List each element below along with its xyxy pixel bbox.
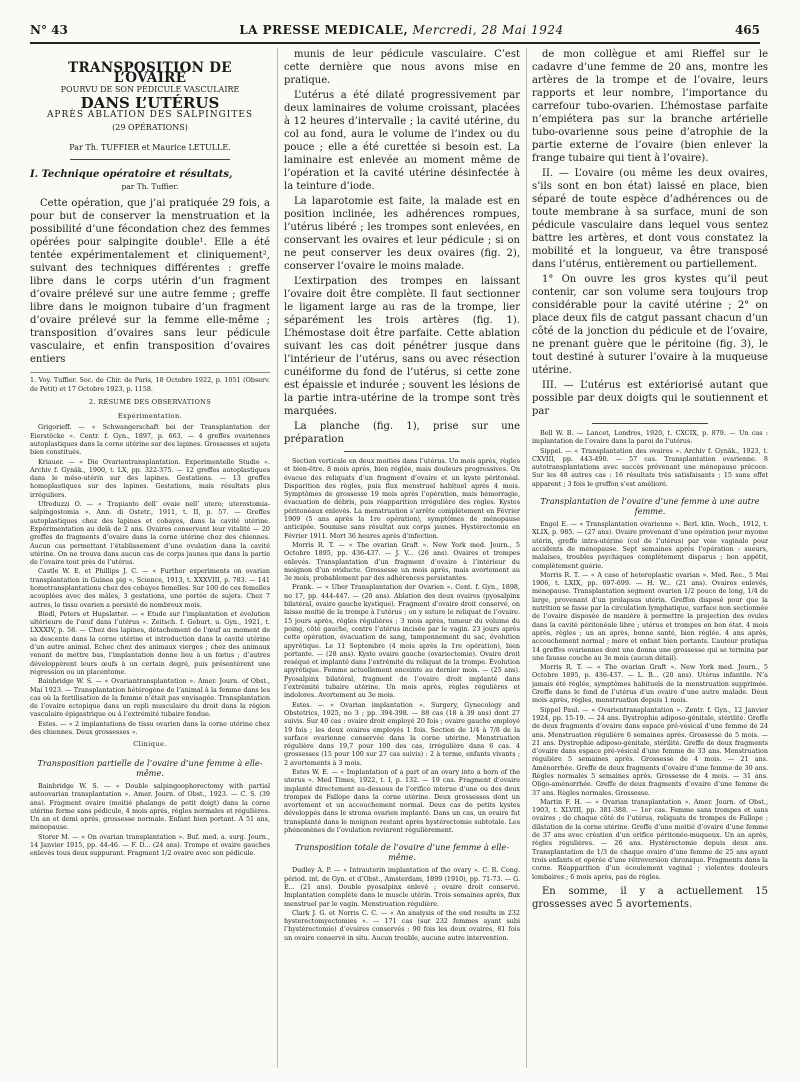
paragraph: L’utérus a été dilaté progressivement par deux laminaires de volume croissant, placées à 12 heures d’intervalle ; la cavité utérine, du col au fond, aura le volume de l’index ou du pouce ; elle a été curettée si besoin est. La laminaire est enlevée au moment même de l’opération et la cavité utérine désinfectée à la teinture d’iode.	[284, 90, 520, 192]
column-divider	[526, 48, 527, 1068]
subsection-heading: Transposition partielle de l’ovaire d’une femme à elle-même.	[37, 757, 263, 778]
subsection-heading: Expérimentation.	[117, 411, 183, 420]
reference: Grigorieff. — « Schwangerschaft bei der Transplantation der Eierstöcke ». Centr. f. Gyn., 1897, p. 663. — 4 greffes ovariennes autoplastiques dans la corne utérine sur des lapines. Grossesses et sujets bien constitués.	[30, 423, 270, 457]
journal-name: LA PRESSE MEDICALE,	[239, 23, 409, 37]
column-divider	[277, 48, 278, 1068]
issue-number: N° 43	[30, 23, 68, 37]
article-subtitle-2: APRÈS ABLATION DES SALPINGITES	[46, 110, 254, 121]
paragraph: 1° On ouvre les gros kystes qu’il peut contenir, car son volume sera toujours trop considérable pour la cavité utérine ; 2° on place deux fils de catgut passant chacun d’un côté de la jonction du pédicule et de l’ovaire, ne prenant guère que le péritoine (fig. 3), le tout destiné à suturer l’ovaire à la muqueuse utérine.	[532, 274, 768, 376]
reference-list	[532, 429, 768, 488]
reference: Frank. — « Uber Transplantation der Ovarien ». Cent. f. Gyn., 1898, no 17, pp. 444-447. — (20 ans). Ablation des deux ovaires (pyosalpinx bilatéral, ovaire gauche kystique). Fragment d’ovaire droit conservé, on laisse moitié de la trompe à l’utérus ; on y suture le reliquat de l’ovaire. 15 jours après, règles régulières ; 3 mois après, tumeur du volume du poing, côté gauche, contre l’utérus incisée par le vagin. 23 jours après cette opération, évacuation de sang, tamponnement du sac, évolution apyrétique. Le 11 Septembre (4 mois après la 1re opération), bien portante. — (28 ans). Kyste ovaire gauche (ovariectomie). Ovaire droit reséqué et implanté dans l’extrémité du reliquat de la trompe. Évolution apyrétique. Femme actuellement enceinte au dernier mois. — (25 ans). Pyosalpinx bilatéral, fragment de l’ovaire droit implanté dans l’extrémité tubaire utérine. Un mois après, règles régulières et indolores. Avortement au 3e mois.	[284, 583, 520, 700]
separator	[592, 423, 708, 424]
reference: Kriauer. — « Die Ovarientransplantation. Experimentelle Studie ». Archiv f. Gynäk., 1900, t. LX, pp. 322-375. — 12 greffes autoplastiques dans le méso-utérin sur des lapines. Gestations. — 13 greffes homoplastiques sur des lapines. Gestations, mais résultats plus irréguliers.	[30, 457, 270, 499]
reference-list	[30, 423, 270, 736]
page-header	[30, 20, 760, 40]
article-title: TRANSPOSITION DE L’OVAIRE	[68, 60, 232, 86]
subsection-heading: Clinique.	[133, 740, 167, 749]
issue-date: Mercredi, 28 Mai 1924	[408, 23, 564, 37]
paragraph: II. — L’ovaire (ou même les deux ovaires, s’ils sont en bon état) laissé en place, bien séparé de toute espèce d’adhérences ou de toute membrane à sa surface, muni de son pédicule vasculaire dans lequel vous sentez battre les artères, et dont vous constatez la mobilité et la longueur, va être transposé dans l’utérus, entièrement ou partiellement.	[532, 168, 768, 270]
separator	[344, 451, 460, 452]
reference: Estes. — « 2 implantations de tissu ovarien dans la corne utérine chez des chiennes. Deux grossesses ».	[30, 719, 270, 737]
reference-list	[284, 866, 520, 942]
reference: Section verticale en deux moitiés dans l’utérus. Un mois après, règles et bien-être. 8 mois après, bien réglée, mais douleurs progressives. On évacue des reliquats d’un fragment d’ovaire et un kyste péritonéal. Disparition des règles, puis flux menstruel habituel après 4 mois. Symptômes de grossesse 19 mois après l’opération, mais hémorragie, évacuation de débris, puis réapparition irrégulière des règles. Kystes péritonéaux enlevés. La menstruation s’arrête complètement en Février 1909 (5 ans après la 1re opération), symptômes de ménopause anticipée. Soumise sans résultat aux corps jaunes. Hystérectomie en Février 1911. Mort 36 heures après d’infection.	[284, 457, 520, 540]
reference: Morris R. T. — « A case of heteroplastic ovarian ». Med. Rec., 5 Mai 1906, t. LXIX, pp. 697-699. — H. W... (21 ans). Ovaires enlevés, ménopause. Transplantation segment ovarien 1/2 pouce de long, 1/4 de large, provenant d’un prolapsus utérin. Greffon disposé pour que la nutrition se fasse par la circulation lymphatique, surface non sectionnée de l’ovaire disposée de manière à permettre la projection des ovules dans la cavité péritonéale libre ; utérus et trompes en bon état. 4 mois après, règles ; un an après, bonne santé, bien réglée. 4 ans après, accouchement normal ; mère et enfant bien portants. L’auteur pratiqua 14 greffes ovariennes dont une donna une grossesse qui se termina par une fausse couche au 3e mois (aucun détail).	[532, 570, 768, 662]
reference-list	[284, 457, 520, 834]
reference: Martin F. H. — « Ovarian transplantation ». Amer. Journ. of Obst., 1903, t. XLVIII, pp. 381-388. — 1er cas. Femme sans trompes et sans ovaires ; de chaque côté de l’utérus, reliquats de trompes de Fallope ; dilatation de la corne utérine. Greffe d’une moitié d’ovaire d’une femme de 37 ans avec création d’un orifice péritonéo-muqueux. Un an après, règles régulières. — 26 ans. Hystérectomie depuis deux ans. Transplantation de 1/3 de chaque ovaire d’une femme de 25 ans ayant trois enfants et opérée d’une rétroversion chronique. Fragments dans la corne. Réapparition d’un écoulement vaginal ; violentes douleurs lombaires ; 6 mois après, pas de règles.	[532, 797, 768, 881]
title-separator	[70, 159, 230, 160]
paragraph: III. — L’utérus est extériorisé autant que possible par deux doigts qui le soutiennent et par	[532, 380, 768, 417]
reference: Castle W. E. et Phillips J. C. — « Further experiments on ovarian transplantation in Guinea pig ». Science, 1913, t. XXXVIII, p. 783. — 141 homotransplantations chez des cobayes femelles. Sur 100 de ces femelles acouplées avec des mâles, 3 gestations, une portée de sujets. Chez 7 autres, le tissu ovarien a persisté de nombreux mois.	[30, 567, 270, 609]
subsection-heading: Transplantation de l’ovaire d’une femme à une autre femme.	[540, 496, 760, 517]
reference: Dudley A. P. — « Intrauterin implantation of the ovary ». C. R. Cong. périod. int. de Gyn. et d’Obst., Amsterdam, 1899 (1910), pp. 71-73. — G. E... (21 ans). Double pyosalpinx enlevé ; ovaire droit conservé. Implantation complète dans le muscle utérin. Trois semaines après, flux menstruel par le vagin. Menstruation régulière.	[284, 866, 520, 908]
article-title-2: DANS L’UTÉRUS	[80, 93, 220, 112]
reference: Estes W. E. — « Implantation of a part of an ovary into a horn of the uterus ». Med Times, 1922, t. I, p. 132. — 19 cas. Fragment d’ovaire implanté directement au-dessous de l’orifice interne d’une ou des deux trompes de Fallope dans la corne utérine. Deux grossesses dont un avortement et un accouchement normal. Deux cas de petits kystes développés dans le stroma ovarien implanté. Dans un cas, un ovaire fut transplanté dans le moignon restant après hystérectomie subtotale. Les phénomènes de l’ovulation revinrent régulièrement.	[284, 767, 520, 835]
reference: Sippel Paul. — « Ovarientransplantation ». Zentr. f. Gyn., 12 Janvier 1924, pp. 15-19. — 24 ans. Dystrophie adiposo-génitale, stérilité. Greffe de deux fragments d’ovaire dans espace pré-vésical d’une femme de 24 ans. Menstruation régulière 6 semaines après. Grossesse de 5 mois. — 21 ans. Dystrophie adiposo-génitale, stérilité. Greffe de deux fragments d’ovaire dans espace pré-vésical d’une femme de 33 ans. Menstruation régulière 5 semaines après. Grossesse de 4 mois. — 21 ans. Aménorrhée. Greffe de deux fragments d’ovaire d’une femme de 30 ans. Règles normales 5 semaines après. Grossesse de 4 mois. — 31 ans. Oligo-aménorrhée. Greffe de deux fragments d’ovaire d’une femme de 37 ans. Règles normales. Grossesse.	[532, 705, 768, 797]
paragraph: La planche (fig. 1), prise sur une préparation	[284, 421, 520, 445]
article-subtitle: POURVU DE SON PÉDICULE VASCULAIRE	[60, 85, 240, 95]
reference: Biedl, Peters et Hupslatter. — « Etude sur l’implantation et évolution ultérieure de l’œuf dans l’utérus ». Zeitsch. f. Geburt. u. Gyn., 1921, t. LXXXIV, p. 58. — Chez des lapines, détachement de l’œuf au moment de sa descente dans la corne utérine et introduction dans la cavité utérine d’un autre animal. Echec chez des animaux vierges ; chez des animaux venant de mettre bas, l’implantation donne lieu à un fœtus ; d’autres développèrent leurs œufs à un certain degré, puis présentèrent une régression ou un placentome.	[30, 609, 270, 676]
column-2	[284, 48, 520, 1068]
paragraph: munis de leur pédicule vasculaire. C’est cette dernière que nous avons mise en pratique.	[284, 49, 520, 86]
reference: Bainbridge W. S. — « Ovariantransplantation ». Amer. Journ. of Obst., Mai 1923. — Transplantation hétérogène de l’animal à la femme dans les cas où la fertilisation de la femme n’était pas envisagée. Transplantation de l’ovaire ectopique dans un repli musculaire du droit dans la région vasculaire épigastrique ou à l’extrémité tubaire fendue.	[30, 677, 270, 719]
reference: Sippel. — « Transplantation des ovaires ». Archiv f. Gynäk., 1923, t. CXVIII, pp. 443-490. — 57 cas. Transplantation ovarienne. 8 autotransplantations avec succès prévenant une ménopause précoce. Sur les 48 autres cas : 16 résultats très satisfaisants ; 15 sans effet apparent ; 3 fois le greffon s’est amélioré.	[532, 446, 768, 488]
section-heading: I. Technique opératoire et résultats,	[30, 169, 233, 181]
reference-list	[532, 520, 768, 881]
column-1	[30, 48, 270, 1068]
conclusion: En somme, il y a actuellement 15 grossesses avec 5 avortements.	[532, 885, 768, 910]
reference: Morris R. T. — « The ovarian Graft ». New York med. Journ., 5 Octobre 1895, p. 436-437. — L. B... (20 ans). Utérus infantile. N’a jamais été réglée, symptômes habituels de la menstruation supprimée. Greffe dans le fond de l’utérus d’un ovaire d’une autre malade. Deux mois après, règles, menstruation depuis 1 mois.	[532, 663, 768, 705]
page-number: 465	[734, 23, 760, 37]
footnote: 1. Voy. Tuffier. Soc. de Chir. de Paris, 18 Octobre 1922, p. 1051 (Observ. de Petit) et 17 Octobre 1923, p. 1158.	[30, 372, 270, 393]
section-byline: par Th. Tuffier.	[121, 181, 179, 191]
reference: Clark J. G. et Norris C. C. — « An analysis of the end results in 232 hysterectomyectomies ». — 171 cas (sur 232 femmes ayant subi l’hystérectomie) d’ovaires conservés : 90 fois les deux ovaires, 81 fois un ovaire conservé in situ. Aucun trouble, aucune autre intervention.	[284, 908, 520, 942]
reference: Bell W. B. — Lancet, Londres, 1920, t. CXCIX, p. 879. — Un cas : implantation de l’ovaire dans la paroi de l’utérus.	[532, 429, 768, 446]
reference: Storer M. — « On ovarian transplantation ». Buf. med. a. surg. Journ., 14 Janvier 1915, pp. 44-46. — F. D... (24 ans). Trompe et ovaire gauches enlevés tous deux suppurant. Fragment 1/2 ovaire avec son pédicule.	[30, 832, 270, 858]
journal-masthead	[239, 23, 563, 37]
footnote-heading: 2. RÉSUMÉ DES OBSERVATIONS	[88, 398, 212, 407]
paragraph: L’extirpation des trompes en laissant l’ovaire doit être complète. Il faut sectionner le ligament large au ras de la trompe, lier séparément les trois artères (fig. 1). L’hémostase doit être parfaite. Cette ablation suivant les cas doit pénétrer jusque dans l’intérieur de l’utérus, sans ou avec résection cunéiforme du fond de l’utérus, si cette zone est épaissie et indurée ; souvent les lésions de la partie intra-utérine de la trompe sont très marquées.	[284, 276, 520, 417]
reference: Estes. — « Ovarian implantation ». Surgery, Gynecology and Obstetrics, 1925, no 3 ; pp. 394-398. — 88 cas (18 à 39 ans) dont 27 suivis. Sur 40 cas : ovaire droit employé 20 fois ; ovaire gauche employé 19 fois ; les deux ovaires employés 1 fois. Section de 1/4 à 7/8 de la surface ovarienne conservée dans la corne utérine. Menstruation régulière dans 19,7 pour 100 des cas, irrégulière dans 6 cas. 4 grossesses (15 pour 100 sur 27 cas suivis) : 2 à terme, enfants vivants ; 2 avortements à 3 mois.	[284, 700, 520, 767]
operation-count: (29 OPÉRATIONS)	[112, 122, 188, 132]
header-rule	[30, 42, 760, 44]
subsection-heading: Transposition totale de l’ovaire d’une femme à elle-même.	[294, 842, 510, 863]
column-3	[532, 48, 768, 1068]
reference: Engel E. — « Transplantation ovarienne ». Berl. klin. Woch., 1912, t. XLIX, p. 985. — (27 ans). Ovaire provenant d’une opération pour myome utérin, greffe intra-utérine (col de l’utérus) par voie vaginale pour accidents de ménopause. Sept semaines après l’opération : sueurs, malaises, troubles psychiques complètement disparus ; bon appétit, complètement guérie.	[532, 520, 768, 570]
paragraph: La laparotomie est faite, la malade est en position inclinée, les adhérences rompues, l’utérus libéré ; les trompes sont enlevées, en conservant les ovaires et leur pédicule ; si on ne peut conserver les deux ovaires (fig. 2), conserver l’ovaire le moins malade.	[284, 196, 520, 272]
reference-list	[30, 782, 270, 858]
paragraph: de mon collègue et ami Rieffel sur le cadavre d’une femme de 20 ans, montre les artères de la trompe et de l’ovaire, leurs rapports et leur nombre, l’importance du carrefour tubo-ovarien. L’hémostase parfaite n’empiétera pas sur la branche artérielle tubo-ovarienne sous peine d’atrophie de la partie externe de l’ovaire (bien enlever la frange tubaire qui tient à l’ovaire).	[532, 49, 768, 164]
paragraph: Cette opération, que j’ai pratiquée 29 fois, a pour but de conserver la menstruation et la possibilité d’une fécondation chez des femmes opérées pour salpingite double¹. Elle a été tentée expérimentalement et cliniquement², suivant des techniques différentes : greffe libre dans le corps utérin d’un fragment d’ovaire prélevé sur une autre femme ; greffe libre dans le moignon tubaire d’un fragment d’ovaire prélevé sur la femme elle-même ; transposition d’ovaires sans leur pédicule vasculaire, et enfin transposition d’ovaires entiers	[30, 198, 270, 366]
reference: Bainbridge W. S. — « Double salpingoophorectomy with partial autoovarian transplantation ». Amer. Journ. of Obst., 1923. — C. S. (39 ans). Fragment ovaire (moitié phalange de petit doigt) dans la corne utérine ferme sans pédicule, 4 mois après, règles normales et régulières. Un an et demi après, grossesse normale. Enfant bien portant. A 51 ans, ménopause.	[30, 781, 270, 832]
article-authors: Par Th. TUFFIER et Maurice LETULLE.	[69, 142, 231, 152]
reference: Morris R. T. — « The ovarian Graft ». New York med. Journ., 5 Octobre 1895, pp. 436-437. — J. V... (26 ans). Ovaires et trompes enlevés. Transplantation d’un fragment d’ovaire à l’intérieur du moignon d’un oviducte. Grossesse un mois après, mais avortement au 3e mois, probablement par des adhérences persistantes.	[284, 540, 520, 583]
reference: Ufreduzzi O. — « Trapianto dell’ ovaie nell’ utero; uterostomia-salpingostomia ». Ann. di Ostetr., 1911, t. II, p. 57. — Greffes autoplastiques chez des lapines et cobayes, dans la cavité utérine. Expérimentation au delà de 2 ans. Ovaires conservant leur vitalité — 20 greffes de fragments d’ovaire dans la corne utérine chez des chiennes. Aucun cas permettant l’établissement d’une ovulation dans la cavité utérine. On ne trouva dans aucun cas de corps jaunes que dans la partie de l’ovaire tout près de l’utérus.	[30, 500, 270, 567]
